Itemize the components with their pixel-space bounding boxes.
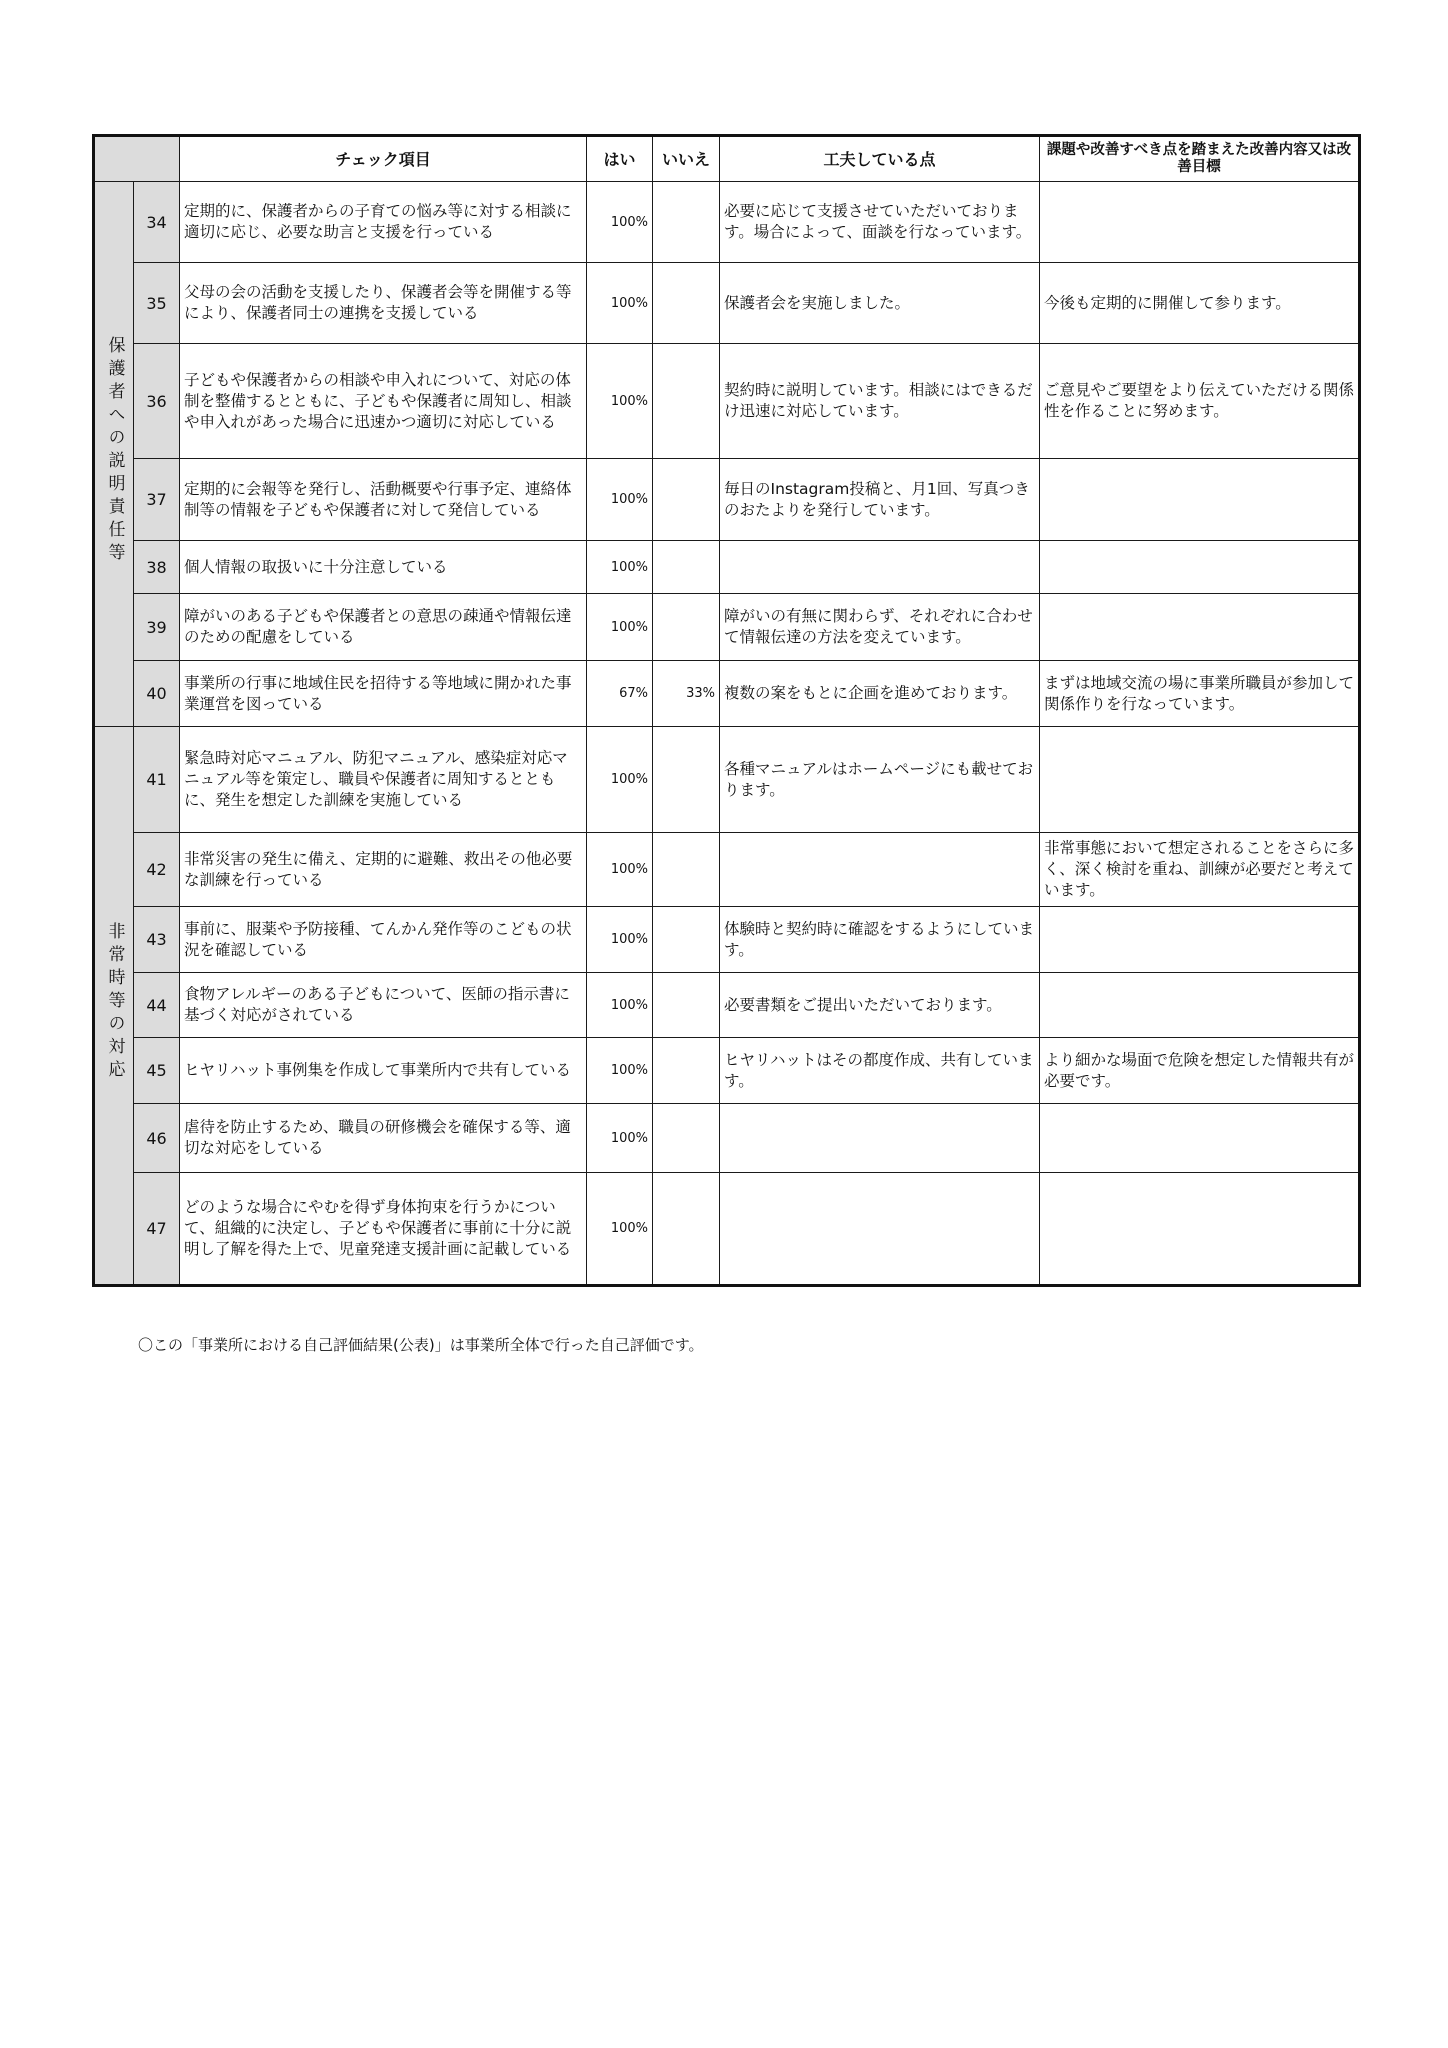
row-number: 46 [134,1104,180,1173]
check-item: 子どもや保護者からの相談や申入れについて、対応の体制を整備するとともに、子どもや保護者に周知し、相談や申入れがあった場合に迅速かつ適切に対応している [180,344,587,459]
yes-value: 67% [587,661,653,727]
row-number: 42 [134,833,180,907]
no-value [653,594,720,661]
effort-text [720,1104,1040,1173]
header-corner [94,136,180,182]
table-row [94,541,1360,594]
table-row [94,182,1360,263]
no-value [653,344,720,459]
effort-text: 必要書類をご提出いただいております。 [720,973,1040,1038]
table-row [94,459,1360,541]
yes-value: 100% [587,541,653,594]
row-number: 44 [134,973,180,1038]
yes-value: 100% [587,973,653,1038]
row-number: 39 [134,594,180,661]
header-effort: 工夫している点 [720,136,1040,182]
improve-text [1040,907,1360,973]
no-value [653,833,720,907]
improve-text: まずは地域交流の場に事業所職員が参加して関係作りを行なっています。 [1040,661,1360,727]
row-number: 45 [134,1038,180,1104]
header-yes: はい [587,136,653,182]
yes-value: 100% [587,727,653,833]
category-label: 非常時等の対応 [104,922,125,1083]
improve-text: ご意見やご要望をより伝えていただける関係性を作ることに努めます。 [1040,344,1360,459]
improve-text [1040,541,1360,594]
effort-text: 各種マニュアルはホームページにも載せております。 [720,727,1040,833]
row-number: 34 [134,182,180,263]
yes-value: 100% [587,344,653,459]
header-check-item: チェック項目 [180,136,587,182]
row-number: 36 [134,344,180,459]
yes-value: 100% [587,1173,653,1286]
effort-text [720,1173,1040,1286]
no-value [653,1173,720,1286]
improve-text: より細かな場面で危険を想定した情報共有が必要です。 [1040,1038,1360,1104]
no-value [653,1038,720,1104]
header-row [94,136,1360,182]
no-value [653,727,720,833]
check-item: どのような場合にやむを得ず身体拘束を行うかについて、組織的に決定し、子どもや保護者に事前に十分に説明し了解を得た上で、児童発達支援計画に記載している [180,1173,587,1286]
table-row [94,833,1360,907]
effort-text: 複数の案をもとに企画を進めております。 [720,661,1040,727]
table-row [94,973,1360,1038]
table-row [94,1104,1360,1173]
check-item: 事前に、服薬や予防接種、てんかん発作等のこどもの状況を確認している [180,907,587,973]
check-item: 非常災害の発生に備え、定期的に避難、救出その他必要な訓練を行っている [180,833,587,907]
table-row [94,727,1360,833]
improve-text [1040,727,1360,833]
row-number: 38 [134,541,180,594]
effort-text: 障がいの有無に関わらず、それぞれに合わせて情報伝達の方法を変えています。 [720,594,1040,661]
improve-text [1040,1173,1360,1286]
no-value [653,459,720,541]
table-row [94,1038,1360,1104]
improve-text: 今後も定期的に開催して参ります。 [1040,263,1360,344]
improve-text [1040,1104,1360,1173]
yes-value: 100% [587,907,653,973]
row-number: 37 [134,459,180,541]
table-row [94,907,1360,973]
table-row [94,1173,1360,1286]
effort-text [720,833,1040,907]
improve-text [1040,459,1360,541]
check-item: 障がいのある子どもや保護者との意思の疎通や情報伝達のための配慮をしている [180,594,587,661]
yes-value: 100% [587,263,653,344]
check-item: 事業所の行事に地域住民を招待する等地域に開かれた事業運営を図っている [180,661,587,727]
no-value [653,973,720,1038]
row-number: 40 [134,661,180,727]
evaluation-table [92,134,1361,1287]
header-improve: 課題や改善すべき点を踏まえた改善内容又は改善目標 [1040,136,1360,182]
improve-text [1040,594,1360,661]
check-item: 個人情報の取扱いに十分注意している [180,541,587,594]
footnote: 〇この「事業所における自己評価結果(公表)」は事業所全体で行った自己評価です。 [138,1336,704,1354]
check-item: 定期的に、保護者からの子育ての悩み等に対する相談に適切に応じ、必要な助言と支援を行っている [180,182,587,263]
check-item: 食物アレルギーのある子どもについて、医師の指示書に基づく対応がされている [180,973,587,1038]
improve-text [1040,182,1360,263]
check-item: 父母の会の活動を支援したり、保護者会等を開催する等により、保護者同士の連携を支援している [180,263,587,344]
no-value [653,541,720,594]
effort-text: 体験時と契約時に確認をするようにしています。 [720,907,1040,973]
yes-value: 100% [587,833,653,907]
no-value [653,907,720,973]
yes-value: 100% [587,594,653,661]
category-cell [94,727,134,1286]
improve-text: 非常事態において想定されることをさらに多く、深く検討を重ね、訓練が必要だと考えています。 [1040,833,1360,907]
no-value [653,263,720,344]
effort-text: 契約時に説明しています。相談にはできるだけ迅速に対応しています。 [720,344,1040,459]
category-label: 保護者への説明責任等 [104,336,125,566]
table-row [94,661,1360,727]
no-value [653,182,720,263]
row-number: 43 [134,907,180,973]
yes-value: 100% [587,459,653,541]
table-row [94,344,1360,459]
table-row [94,263,1360,344]
effort-text: 保護者会を実施しました。 [720,263,1040,344]
check-item: ヒヤリハット事例集を作成して事業所内で共有している [180,1038,587,1104]
row-number: 35 [134,263,180,344]
effort-text: ヒヤリハットはその都度作成、共有しています。 [720,1038,1040,1104]
row-number: 47 [134,1173,180,1286]
check-item: 虐待を防止するため、職員の研修機会を確保する等、適切な対応をしている [180,1104,587,1173]
header-no: いいえ [653,136,720,182]
category-cell [94,182,134,727]
effort-text: 毎日のInstagram投稿と、月1回、写真つきのおたよりを発行しています。 [720,459,1040,541]
yes-value: 100% [587,1104,653,1173]
improve-text [1040,973,1360,1038]
check-item: 定期的に会報等を発行し、活動概要や行事予定、連絡体制等の情報を子どもや保護者に対して発信している [180,459,587,541]
no-value [653,1104,720,1173]
effort-text [720,541,1040,594]
check-item: 緊急時対応マニュアル、防犯マニュアル、感染症対応マニュアル等を策定し、職員や保護者に周知するとともに、発生を想定した訓練を実施している [180,727,587,833]
yes-value: 100% [587,182,653,263]
table-row [94,594,1360,661]
no-value: 33% [653,661,720,727]
yes-value: 100% [587,1038,653,1104]
effort-text: 必要に応じて支援させていただいております。場合によって、面談を行なっています。 [720,182,1040,263]
row-number: 41 [134,727,180,833]
